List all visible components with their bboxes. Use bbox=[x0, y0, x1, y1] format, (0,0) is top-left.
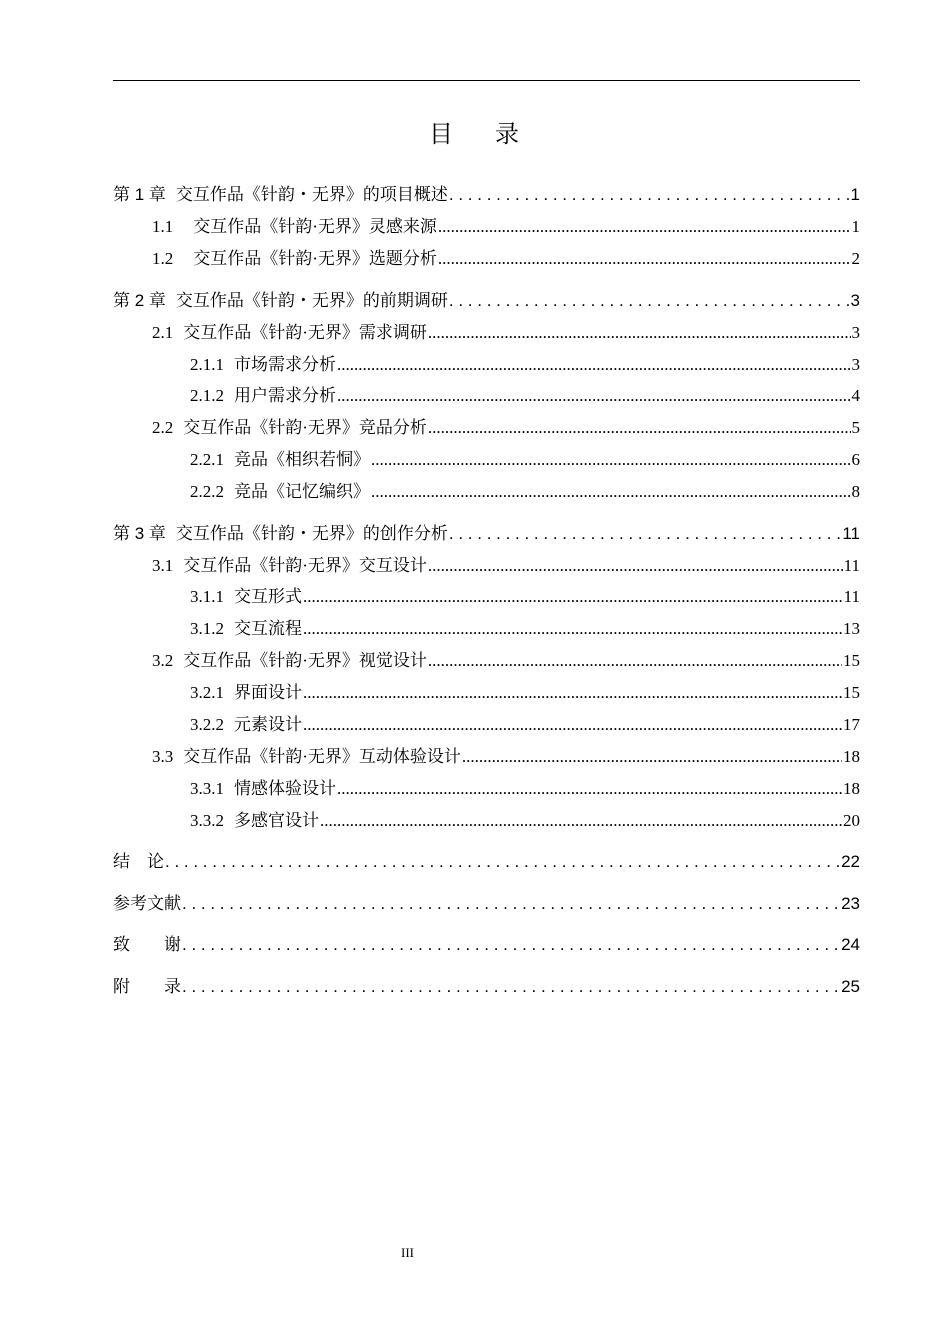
toc-entry-5[interactable] bbox=[152, 321, 860, 345]
toc-entry-number: 2.2 bbox=[152, 418, 174, 437]
toc-page-number: 18 bbox=[843, 747, 860, 766]
toc-entry-title: 交互流程 bbox=[234, 619, 302, 638]
toc-page-number: 8 bbox=[851, 482, 860, 501]
toc-entry-title: 附 录 bbox=[113, 977, 181, 996]
toc-dot-leader bbox=[428, 416, 851, 440]
toc-entry-20[interactable] bbox=[190, 809, 860, 833]
toc-page-number: 3 bbox=[851, 323, 860, 342]
toc-entry-title: 交互作品《针韵·无界》需求调研 bbox=[183, 323, 427, 342]
toc-entry-11[interactable] bbox=[113, 522, 860, 546]
toc-entry-number: 3.1.1 bbox=[190, 587, 224, 606]
toc-dot-leader bbox=[428, 321, 851, 345]
toc-entry-title: 交互作品《针韵·无界》选题分析 bbox=[193, 249, 437, 268]
toc-entry-18[interactable] bbox=[152, 745, 860, 769]
toc-dot-leader bbox=[428, 554, 843, 578]
toc-page-number: 5 bbox=[851, 418, 860, 437]
toc-dot-leader bbox=[303, 585, 843, 609]
toc-entry-2[interactable] bbox=[152, 215, 860, 239]
toc-entry-number: 3.1.2 bbox=[190, 619, 224, 638]
toc-entry-14[interactable] bbox=[190, 617, 860, 641]
toc-page-number: 1 bbox=[851, 217, 860, 236]
toc-entry-15[interactable] bbox=[152, 649, 860, 673]
toc-entry-title: 交互作品《针韵·无界》交互设计 bbox=[183, 556, 427, 575]
toc-entry-number: 3.3 bbox=[152, 747, 174, 766]
toc-entry-24[interactable] bbox=[113, 975, 860, 999]
toc-entry-number: 1.1 bbox=[152, 217, 174, 236]
toc-entry-number: 2.2.1 bbox=[190, 450, 224, 469]
toc-dot-leader bbox=[449, 522, 841, 546]
toc-page-number: 25 bbox=[841, 977, 860, 996]
toc-page-number: 3 bbox=[850, 291, 860, 310]
toc-entry-title: 界面设计 bbox=[234, 683, 302, 702]
toc-entry-number: 第 3 章 bbox=[113, 524, 166, 543]
toc-entry-4[interactable] bbox=[113, 289, 860, 313]
toc-dot-leader bbox=[371, 448, 851, 472]
toc-entry-1[interactable] bbox=[113, 183, 860, 207]
toc-page-number: 1 bbox=[850, 185, 860, 204]
toc-entry-title: 交互作品《针韵・无界》的创作分析 bbox=[175, 524, 448, 543]
toc-dot-leader bbox=[182, 892, 840, 916]
toc-entry-number: 3.2.2 bbox=[190, 715, 224, 734]
toc-dot-leader bbox=[438, 215, 851, 239]
toc-page-number: 2 bbox=[851, 249, 860, 268]
toc-page-number: 4 bbox=[851, 386, 860, 405]
toc-dot-leader bbox=[337, 777, 842, 801]
toc-entry-title: 市场需求分析 bbox=[234, 355, 336, 374]
toc-entry-number: 2.2.2 bbox=[190, 482, 224, 501]
page-title bbox=[0, 114, 950, 149]
toc-dot-leader bbox=[303, 681, 842, 705]
page-title-char-1: 目 bbox=[429, 122, 455, 148]
toc-entry-title: 交互作品《针韵·无界》竞品分析 bbox=[183, 418, 427, 437]
toc-entry-12[interactable] bbox=[152, 554, 860, 578]
toc-entry-22[interactable] bbox=[113, 892, 860, 916]
toc-entry-number: 第 2 章 bbox=[113, 291, 166, 310]
toc-page-number: 15 bbox=[843, 683, 860, 702]
toc-entry-title: 竞品《相织若恫》 bbox=[234, 450, 370, 469]
toc-page-number: 24 bbox=[841, 935, 860, 954]
toc-dot-leader bbox=[449, 183, 850, 207]
toc-page-number: 18 bbox=[843, 779, 860, 798]
page-number-footer: III bbox=[401, 1245, 414, 1260]
toc-dot-leader bbox=[320, 809, 842, 833]
toc-entry-number: 3.3.1 bbox=[190, 779, 224, 798]
toc-entry-17[interactable] bbox=[190, 713, 860, 737]
toc-entry-title: 结 论 bbox=[113, 852, 164, 871]
toc-entry-23[interactable] bbox=[113, 933, 860, 957]
toc-entry-number: 2.1 bbox=[152, 323, 174, 342]
toc-entry-title: 交互作品《针韵·无界》视觉设计 bbox=[183, 651, 427, 670]
toc-dot-leader bbox=[303, 713, 842, 737]
toc-page-number: 22 bbox=[841, 852, 860, 871]
toc-entry-number: 3.2 bbox=[152, 651, 174, 670]
toc-page-number: 13 bbox=[843, 619, 860, 638]
toc-entry-21[interactable] bbox=[113, 850, 860, 874]
toc-entry-number: 3.1 bbox=[152, 556, 174, 575]
toc-entry-title: 竞品《记忆编织》 bbox=[234, 482, 370, 501]
toc-entry-number: 第 1 章 bbox=[113, 185, 166, 204]
toc-page-number: 11 bbox=[843, 556, 860, 575]
toc-entry-7[interactable] bbox=[190, 384, 860, 408]
toc-entry-10[interactable] bbox=[190, 480, 860, 504]
toc-entry-title: 参考文献 bbox=[113, 894, 181, 913]
page-title-char-2: 录 bbox=[495, 122, 521, 148]
toc-entry-16[interactable] bbox=[190, 681, 860, 705]
toc-page-number: 15 bbox=[843, 651, 860, 670]
toc-entry-title: 交互作品《针韵・无界》的前期调研 bbox=[175, 291, 448, 310]
toc-entry-number: 1.2 bbox=[152, 249, 174, 268]
toc-entry-6[interactable] bbox=[190, 353, 860, 377]
toc-page-number: 11 bbox=[843, 587, 860, 606]
toc-page-number: 17 bbox=[843, 715, 860, 734]
toc-entry-title: 用户需求分析 bbox=[234, 386, 336, 405]
header-rule bbox=[113, 80, 860, 81]
toc-dot-leader bbox=[182, 975, 840, 999]
toc-entry-number: 2.1.1 bbox=[190, 355, 224, 374]
toc-page-number: 23 bbox=[841, 894, 860, 913]
toc-entry-number: 3.2.1 bbox=[190, 683, 224, 702]
toc-entry-8[interactable] bbox=[152, 416, 860, 440]
toc-page-number: 11 bbox=[842, 524, 860, 543]
toc-entry-title: 致 谢 bbox=[113, 935, 181, 954]
toc-entry-title: 交互形式 bbox=[234, 587, 302, 606]
toc-dot-leader bbox=[182, 933, 840, 957]
toc-entry-number: 3.3.2 bbox=[190, 811, 224, 830]
toc-entry-3[interactable] bbox=[152, 247, 860, 271]
toc-dot-leader bbox=[165, 850, 840, 874]
toc-dot-leader bbox=[303, 617, 842, 641]
toc-entry-title: 交互作品《针韵・无界》的项目概述 bbox=[175, 185, 448, 204]
toc-entry-number: 2.1.2 bbox=[190, 386, 224, 405]
toc-page-number: 20 bbox=[843, 811, 860, 830]
toc-entry-title: 交互作品《针韵·无界》灵感来源 bbox=[193, 217, 437, 236]
toc-entry-19[interactable] bbox=[190, 777, 860, 801]
toc-dot-leader bbox=[438, 247, 851, 271]
toc-entry-title: 元素设计 bbox=[234, 715, 302, 734]
toc-entry-9[interactable] bbox=[190, 448, 860, 472]
toc-dot-leader bbox=[428, 649, 842, 673]
toc-dot-leader bbox=[337, 353, 851, 377]
toc-entry-title: 交互作品《针韵·无界》互动体验设计 bbox=[183, 747, 461, 766]
toc-entry-title: 多感官设计 bbox=[234, 811, 319, 830]
toc-dot-leader bbox=[337, 384, 851, 408]
toc-entry-title: 情感体验设计 bbox=[234, 779, 336, 798]
toc-dot-leader bbox=[462, 745, 842, 769]
toc-dot-leader bbox=[449, 289, 850, 313]
toc-dot-leader bbox=[371, 480, 851, 504]
toc-entry-13[interactable] bbox=[190, 585, 860, 609]
toc-page-number: 3 bbox=[851, 355, 860, 374]
toc-page-number: 6 bbox=[851, 450, 860, 469]
